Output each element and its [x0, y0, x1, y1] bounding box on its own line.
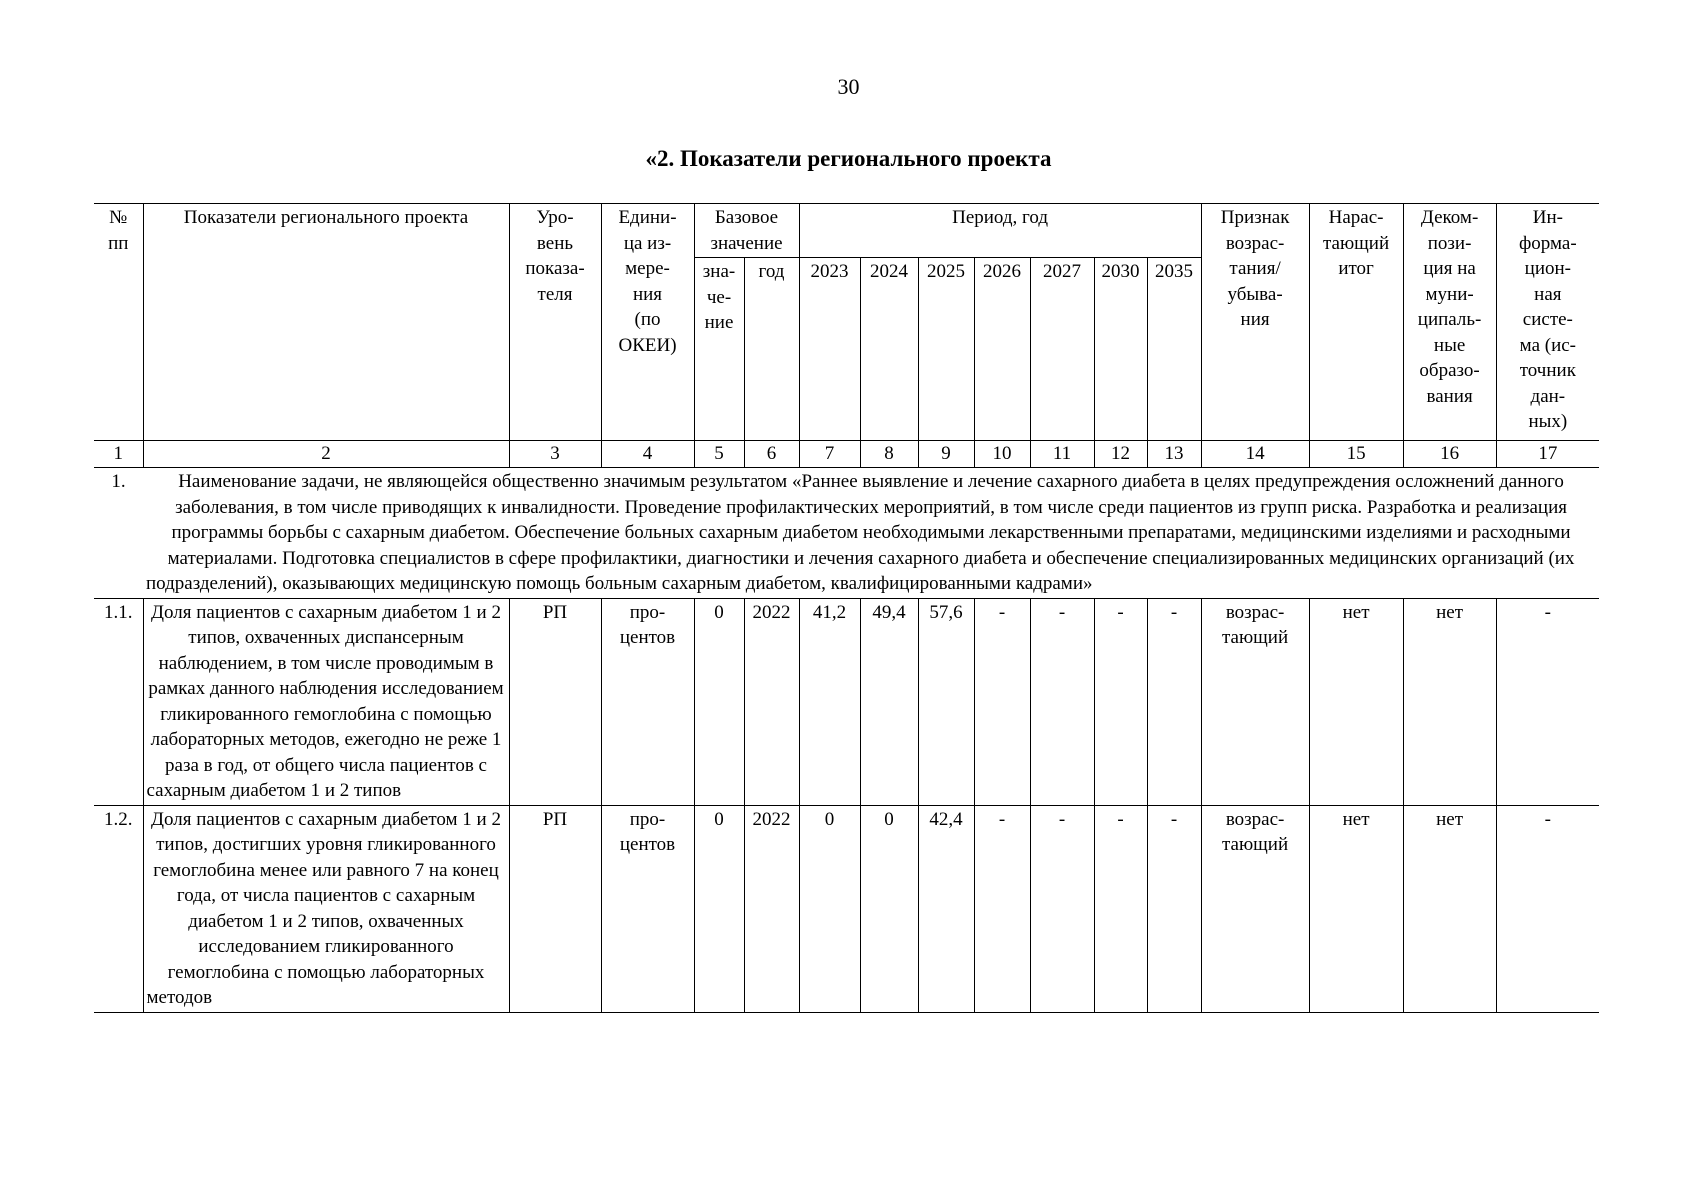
header-trend: Признак возрас- тания/ убыва- ния — [1201, 204, 1309, 441]
header-cumulative: Нарас- тающий итог — [1309, 204, 1403, 441]
column-number: 10 — [974, 441, 1030, 468]
header-year-2035: 2035 — [1147, 258, 1201, 441]
column-number: 8 — [860, 441, 918, 468]
row-base-year: 2022 — [744, 805, 799, 1012]
row-indicator: Доля пациентов с сахарным диабетом 1 и 2 типов, охваченных диспансерным наблюдением, в том числе проводимым в рамках данного наблюдения исследованием гликированного гемоглобина с помощью лабораторных методов, ежегодно не реже 1 раза в год, от общего числа пациентов с сахарным диабетом 1 и 2 типов — [143, 598, 509, 805]
row-unit: про- центов — [601, 805, 694, 1012]
row-base-value: 0 — [694, 598, 744, 805]
header-year-2023: 2023 — [799, 258, 860, 441]
header-year-2025: 2025 — [918, 258, 974, 441]
header-unit: Едини- ца из- мере- ния (по ОКЕИ) — [601, 204, 694, 441]
row-value-2030: - — [1094, 598, 1147, 805]
row-info-system: - — [1496, 805, 1599, 1012]
column-number: 5 — [694, 441, 744, 468]
column-number: 16 — [1403, 441, 1496, 468]
header-num: № пп — [94, 204, 143, 441]
row-num: 1.1. — [94, 598, 143, 805]
column-number: 3 — [509, 441, 601, 468]
row-value-2025: 57,6 — [918, 598, 974, 805]
row-value-2026: - — [974, 598, 1030, 805]
row-unit: про- центов — [601, 598, 694, 805]
row-level: РП — [509, 598, 601, 805]
row-value-2026: - — [974, 805, 1030, 1012]
header-year-2030: 2030 — [1094, 258, 1147, 441]
column-number: 14 — [1201, 441, 1309, 468]
row-value-2035: - — [1147, 805, 1201, 1012]
column-number: 2 — [143, 441, 509, 468]
page-number: 30 — [837, 74, 860, 99]
row-value-2025: 42,4 — [918, 805, 974, 1012]
table-row — [94, 598, 1599, 805]
row-value-2027: - — [1030, 598, 1094, 805]
row-cumulative: нет — [1309, 805, 1403, 1012]
column-number: 1 — [94, 441, 143, 468]
column-number: 11 — [1030, 441, 1094, 468]
header-info-system: Ин- форма- цион- ная систе- ма (ис- точник дан- ных) — [1496, 204, 1599, 441]
row-value-2027: - — [1030, 805, 1094, 1012]
column-number: 15 — [1309, 441, 1403, 468]
row-cumulative: нет — [1309, 598, 1403, 805]
indicators-table — [94, 203, 1599, 1013]
column-number: 4 — [601, 441, 694, 468]
header-level: Уро- вень показа- теля — [509, 204, 601, 441]
table-row — [94, 805, 1599, 1012]
row-value-2024: 0 — [860, 805, 918, 1012]
column-number: 9 — [918, 441, 974, 468]
header-base-value: Базовое значение — [694, 204, 799, 258]
row-num: 1.2. — [94, 805, 143, 1012]
header-year-2024: 2024 — [860, 258, 918, 441]
row-value-2030: - — [1094, 805, 1147, 1012]
header-period: Период, год — [799, 204, 1201, 258]
row-decomposition: нет — [1403, 598, 1496, 805]
row-value-2024: 49,4 — [860, 598, 918, 805]
column-number: 12 — [1094, 441, 1147, 468]
row-indicator: Доля пациентов с сахарным диабетом 1 и 2 типов, достигших уровня гликированного гемоглобина менее или равного 7 на конец года, от числа пациентов с сахарным диабетом 1 и 2 типов, охваченных исследованием гликированного гемоглобина с помощью лабораторных методов — [143, 805, 509, 1012]
header-year-2027: 2027 — [1030, 258, 1094, 441]
row-value-2023: 0 — [799, 805, 860, 1012]
row-trend: возрас- тающий — [1201, 805, 1309, 1012]
column-numbers-row — [94, 441, 1599, 468]
task-text: Наименование задачи, не являющейся общественно значимым результатом «Раннее выявление и лечение сахарного диабета в целях предупреждения осложнений данного заболевания, в том числе приводящих к инвалидности. Проведение профилактических мероприятий, в том числе среди пациентов из групп риска. Разработка и реализация программы борьбы с сахарным диабетом. Обеспечение больных сахарным диабетом необходимыми лекарственными препаратами, медицинскими изделиями и расходными материалами. Подготовка специалистов в сфере профилактики, диагностики и лечения сахарного диабета и обеспечение специализированных медицинских организаций (их подразделений), оказывающих медицинскую помощь больным сахарным диабетом, квалифицированными кадрами» — [143, 468, 1599, 599]
column-number: 13 — [1147, 441, 1201, 468]
row-trend: возрас- тающий — [1201, 598, 1309, 805]
column-number: 17 — [1496, 441, 1599, 468]
header-row-1 — [94, 204, 1599, 258]
header-year-2026: 2026 — [974, 258, 1030, 441]
header-base-value-value: зна- че- ние — [694, 258, 744, 441]
header-decomposition: Деком- пози- ция на муни- ципаль- ные образо- вания — [1403, 204, 1496, 441]
row-base-year: 2022 — [744, 598, 799, 805]
header-indicator: Показатели регионального проекта — [143, 204, 509, 441]
task-row — [94, 468, 1599, 599]
document-title: «2. Показатели регионального проекта — [645, 146, 1052, 171]
row-info-system: - — [1496, 598, 1599, 805]
row-base-value: 0 — [694, 805, 744, 1012]
row-value-2035: - — [1147, 598, 1201, 805]
column-number: 6 — [744, 441, 799, 468]
header-base-year: год — [744, 258, 799, 441]
row-value-2023: 41,2 — [799, 598, 860, 805]
column-number: 7 — [799, 441, 860, 468]
row-decomposition: нет — [1403, 805, 1496, 1012]
row-level: РП — [509, 805, 601, 1012]
task-num: 1. — [94, 468, 143, 599]
